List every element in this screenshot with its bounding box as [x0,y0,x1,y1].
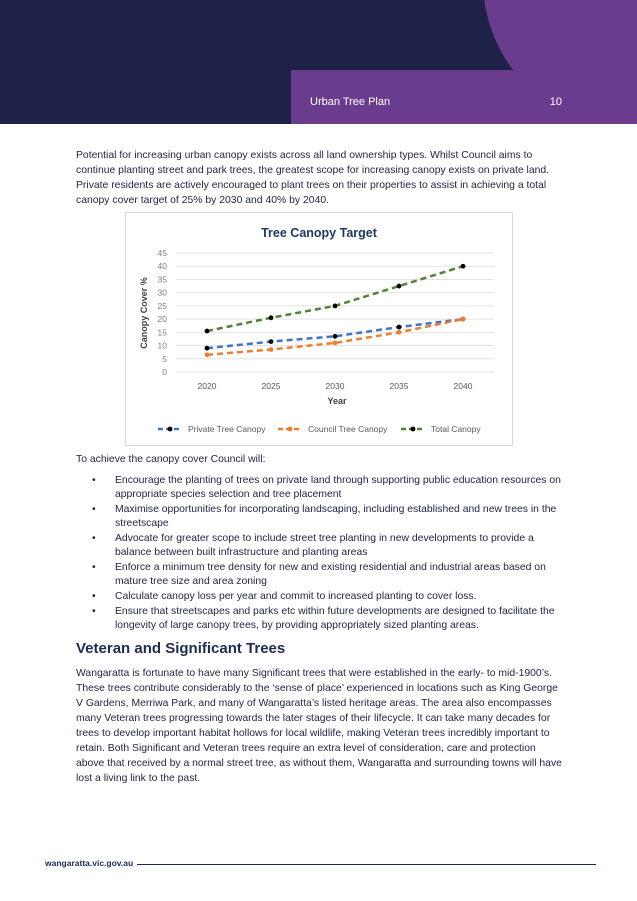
action-item-text: Maximise opportunities for incorporating landscaping, including established and new trees in the streetscape [115,504,557,529]
y-tick-label: 20 [157,314,167,325]
action-item-text: Encourage the planting of trees on private land through supporting public education resources on appropriate species selection and tree placement [115,475,561,500]
data-point [269,315,274,320]
data-point [205,329,210,334]
y-axis-label: Canopy Cover % [139,277,149,349]
legend-label: Private Tree Canopy [188,424,266,434]
x-axis-label: Year [327,396,347,406]
chart-canvas [126,213,512,445]
data-point [397,330,402,335]
intro-paragraph: Potential for increasing urban canopy exists across all land ownership types. Whilst Council aims to continue planting street and park trees, the greatest scope for increasing canopy exists on private land. Private residents are actively encouraged to plant trees on their properties to assist in achieving a total canopy cover target of 25% by 2030 and 40% by 2040. [76,150,550,206]
footer-divider [137,864,596,865]
action-item [76,605,566,633]
data-point [205,352,210,357]
action-item-text: Ensure that streetscapes and parks etc within future developments are designed to facilitate the longevity of large canopy trees, by providing appropriately sized planting areas. [115,606,555,631]
bullet-icon: • [92,475,96,486]
page-header [0,0,637,124]
x-tick-label: 2025 [261,381,281,391]
y-tick-label: 45 [157,248,167,258]
data-point [269,339,274,344]
actions-lead: To achieve the canopy cover Council will: [76,454,266,465]
y-tick-label: 35 [157,274,167,285]
data-point [397,325,402,330]
x-tick-label: 2030 [325,381,345,391]
data-point [269,347,274,352]
action-item [76,474,566,502]
legend-label: Total Canopy [431,424,481,434]
bullet-icon: • [92,591,96,602]
x-tick-label: 2040 [453,381,473,391]
data-point [205,346,210,351]
y-tick-label: 5 [162,353,167,364]
x-tick-label: 2035 [389,381,409,391]
data-point [461,264,466,269]
chart-title: Tree Canopy Target [261,226,377,240]
document-title: Urban Tree Plan [310,96,391,108]
action-item-text: Enforce a minimum tree density for new and existing residential and industrial areas based on mature tree size and area zoning [115,562,546,587]
legend-marker [168,427,173,432]
action-item [76,503,566,531]
action-item [76,561,566,589]
action-item-text: Advocate for greater scope to include street tree planting in new developments to provide a balance between built infrastructure and planting areas [115,533,534,558]
bullet-icon: • [92,504,96,515]
section-heading: Veteran and Significant Trees [76,640,286,657]
bullet-icon: • [92,562,96,573]
canopy-chart [125,212,513,446]
legend-marker [288,427,293,432]
data-point [397,284,402,289]
action-item-text: Calculate canopy loss per year and commit to increased planting to cover loss. [115,591,477,602]
action-item [76,590,566,604]
legend-marker [411,427,416,432]
footer-website-link[interactable]: wangaratta.vic.gov.au [45,858,134,868]
data-point [461,317,466,322]
y-tick-label: 15 [157,327,167,338]
y-tick-label: 30 [157,287,167,298]
data-point [333,303,338,308]
bullet-icon: • [92,533,96,544]
y-tick-label: 0 [162,367,167,377]
bullet-icon: • [92,606,96,617]
actions-list [76,474,566,634]
y-tick-label: 40 [157,261,167,272]
legend-label: Council Tree Canopy [308,424,388,434]
action-item [76,532,566,560]
y-tick-label: 25 [157,300,167,311]
data-point [333,334,338,339]
series-line [207,266,463,331]
section-body: Wangaratta is fortunate to have many Significant trees that were established in the early- to mid-1900’s. These trees contribute considerably to the ‘sense of place’ experienced in locations such as King George V Gardens, Merriwa Park, and many of Wangaratta’s listed heritage areas. The area also encompasses many Veteran trees progressing towards the later stages of their lifecycle. It can take many decades for trees to develop important habitat hollows for local wildlife, making Veteran trees incredibly important to retain. Both Significant and Veteran trees require an extra level of consideration, care and protection above that received by a normal street tree, as without them, Wangaratta and surrounding towns will have lost a living link to the past. [76,668,562,784]
x-tick-label: 2020 [197,381,217,391]
page-number: 10 [549,96,562,108]
y-tick-label: 10 [157,340,167,351]
data-point [333,341,338,346]
